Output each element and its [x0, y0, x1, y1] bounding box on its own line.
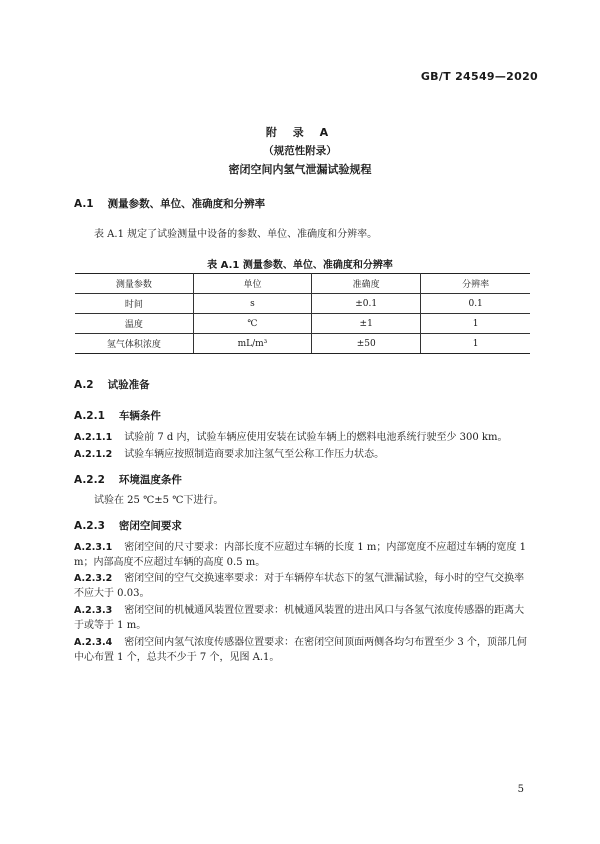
- appendix-title: 附 录 A: [265, 126, 335, 139]
- clause-a231: [74, 540, 534, 570]
- column-header: 分辨率: [421, 274, 530, 294]
- table-row: [75, 314, 530, 334]
- clause-a233: [74, 603, 534, 633]
- clause-text: 试验前 7 d 内，试验车辆应使用安装在试验车辆上的燃料电池系统行驶至少 300 km。: [124, 432, 508, 443]
- clause-number: A.2.3.4: [74, 637, 113, 648]
- clause-a234: [74, 635, 534, 665]
- appendix-name: 密闭空间内氢气泄漏试验规程: [228, 163, 372, 176]
- table-caption: 表 A.1 测量参数、单位、准确度和分辨率: [207, 260, 393, 271]
- parameters-table: [75, 273, 530, 354]
- table-cell: ℃: [193, 314, 311, 334]
- subsection-title: 环境温度条件: [118, 474, 182, 486]
- column-header: 单位: [193, 274, 311, 294]
- subsection-title: 车辆条件: [118, 410, 161, 422]
- table-cell: ±1: [312, 314, 421, 334]
- table-header-row: [75, 274, 530, 294]
- table-cell: 温度: [75, 314, 193, 334]
- section-number: A.2: [74, 379, 94, 391]
- section-number: A.1: [74, 198, 94, 210]
- clause-number: A.2.3.3: [74, 605, 113, 616]
- table-cell: 氢气体积浓度: [75, 334, 193, 354]
- table-row: [75, 334, 530, 354]
- subsection-number: A.2.2: [74, 474, 105, 486]
- standard-code: GB/T 24549—2020: [420, 70, 538, 83]
- section-a1-intro: 表 A.1 规定了试验测量中设备的参数、单位、准确度和分辨率。: [94, 229, 378, 240]
- clause-a232: [74, 571, 534, 601]
- table-cell: 1: [421, 314, 530, 334]
- appendix-type: （规范性附录）: [263, 145, 337, 157]
- table-cell: s: [193, 294, 311, 314]
- table-cell: 0.1: [421, 294, 530, 314]
- subsection-title: 密闭空间要求: [118, 520, 182, 532]
- subsection-a21-heading: [74, 408, 161, 423]
- page-number: 5: [517, 784, 524, 795]
- clause-text: 密闭空间的空气交换速率要求：对于车辆停车状态下的氢气泄漏试验，每小时的空气交换率不应大于 0.03。: [74, 573, 525, 599]
- clause-text: 密闭空间内氢气浓度传感器位置要求：在密闭空间顶面两侧各均匀布置至少 3 个，顶部几何中心布置 1 个，总共不少于 7 个，见图 A.1。: [74, 637, 527, 663]
- subsection-a22-text: 试验在 25 ℃±5 ℃下进行。: [94, 495, 224, 506]
- table-cell: 时间: [75, 294, 193, 314]
- subsection-number: A.2.1: [74, 410, 105, 422]
- clause-text: 密闭空间的尺寸要求：内部长度不应超过车辆的长度 1 m；内部宽度不应超过车辆的宽度 1 m；内部高度不应超过车辆的高度 0.5 m。: [74, 542, 526, 568]
- table-row: [75, 294, 530, 314]
- table-cell: mL/m³: [193, 334, 311, 354]
- table-cell: 1: [421, 334, 530, 354]
- section-title: 测量参数、单位、准确度和分辨率: [107, 198, 266, 210]
- subsection-a23-heading: [74, 518, 182, 533]
- clause-number: A.2.3.2: [74, 573, 113, 584]
- subsection-a22-heading: [74, 472, 182, 487]
- clause-a211: [74, 430, 534, 445]
- clause-a212: [74, 447, 534, 462]
- section-a1-heading: [74, 196, 265, 211]
- clause-number: A.2.1.2: [74, 449, 113, 460]
- clause-number: A.2.1.1: [74, 432, 113, 443]
- clause-text: 试验车辆应按照制造商要求加注氢气至公称工作压力状态。: [124, 449, 385, 460]
- table-cell: ±0.1: [312, 294, 421, 314]
- clause-text: 密闭空间的机械通风装置位置要求：机械通风装置的进出风口与各氢气浓度传感器的距离大于或等于 1 m。: [74, 605, 525, 631]
- subsection-number: A.2.3: [74, 520, 105, 532]
- column-header: 准确度: [312, 274, 421, 294]
- section-title: 试验准备: [107, 379, 150, 391]
- table-cell: ±50: [312, 334, 421, 354]
- column-header: 测量参数: [75, 274, 193, 294]
- clause-number: A.2.3.1: [74, 542, 113, 553]
- section-a2-heading: [74, 377, 150, 392]
